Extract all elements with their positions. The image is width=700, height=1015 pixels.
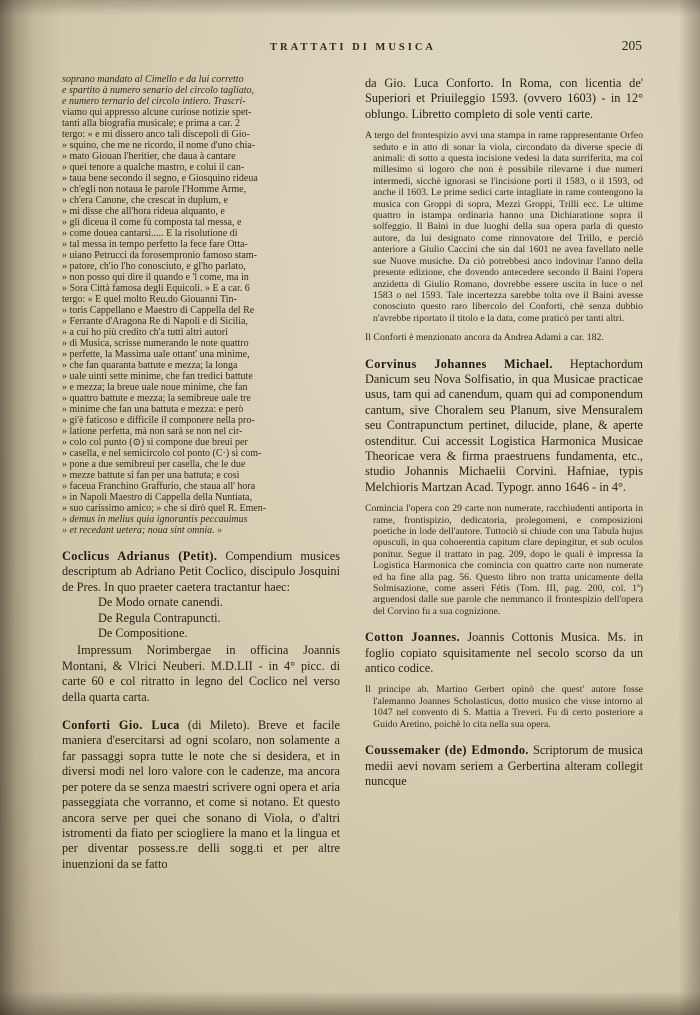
quote-line: » tal messa in tempo perfetto la fece fare Otta- [62, 239, 248, 250]
quoted-passage [62, 74, 340, 536]
quote-line: » uale uinti sette minime, che fan tredici battute [62, 371, 253, 382]
entry-body: Heptachordum Danicum seu Nova Solfisatio, in qua Musicae practicae usus, tam qui ad canendum, quam qui ad componendum cantum, sive Choralem seu Planum, sive Mensuralem seu Contrapunctum pertinet, dilucide, plane, & aperte ostenditur. Cui accessit Logistica Harmonica Musicae Theoricae vera & firma praestruens fundamenta, etc., studio Johannis Michaelii Corvini. Hafniae, typis Melchioris Martzan Acad. Typogr. anno 1646 - in 4°. [365, 356, 643, 494]
entry-heading: Cotton Joannes. [365, 630, 461, 645]
quote-line: » Ferrante d'Aragona Re di Napoli e di Sicilia, [62, 316, 248, 327]
annotation-paragraph: Il principe ab. Martino Gerbert opinò che quest' autore fosse l'alemanno Joannes Scholasticus, dotto musico che visse intorno al 1047 nel convento di S. Mattia a Treveri. Fu di certo posteriore a Guido Aretino, poichè lo cita nella sua opera. [365, 684, 643, 730]
quote-line: » mi disse che all'hora rideua alquanto, e [62, 206, 225, 217]
quote-line: viamo qui appresso alcune curiose notizie spet- [62, 107, 252, 118]
quote-line: tergo: « È quel molto Reu.do Giouanni Tin- [62, 294, 237, 305]
paragraph: Impressum Norimbergae in officina Joannis Montani, & Vlrici Neuberi. M.D.LII - in 4° picc. di carte 60 e col ritratto in legno del Coclico nel verso della quarta carta. [62, 643, 340, 704]
quote-line: » ch'era Canone, che crescat in duplum, e [62, 195, 228, 206]
quote-line: » gli diceua il come fù composta tal messa, e [62, 217, 242, 228]
sublist-item: De Compositione. [98, 626, 188, 641]
bibliography-entry [62, 549, 340, 595]
quote-line: » che fan quaranta battute e mezza; la longa [62, 360, 238, 371]
quote-line: » quei tenore a qualche mastro, e colui il can- [62, 162, 245, 173]
quote-line: » gi'è faticoso e difficile il componere nella pro- [62, 415, 255, 426]
page-header [62, 38, 644, 58]
quote-line: tergo: « e mi dissero anco tali discepoli di Gio- [62, 129, 250, 140]
entry-body: Compendium musices descriptum ab Adriano Petit Coclico, discipulo Josquini de Pres. In quo praeter caetera tractantur haec: [62, 549, 340, 594]
paragraph: da Gio. Luca Conforto. In Roma, con licentia de' Superiori et Priuileggio 1593. (ovvero 1603) - in 12° oblungo. Libretto completo di sole venti carte. [365, 76, 643, 121]
entry-body: Scriptorum de musica medii aevi novam seriem a Gerbertina alteram collegit nuncque [365, 743, 643, 788]
annotation-paragraph: A tergo del frontespizio avvi una stampa in rame rappresentante Orfeo seduto e in atto di sonar la viola, circondato da diverse specie di animali: di sotto a questa incisione vedesi la data surriferita, ma col millesimo sì logoro che non è possibile rilevarne i due numeri intermedi, sicchè ignorasi se l'incisione porti il 1583, o il 1593, od anche il 1603. Le prime sedici carte intagliate in rame contengono la musica con Groppi di sopra, Mezzi Groppi, Trilli ecc. Le ultime quattro in istampa ordinaria hanno una Dichiaratione sopra il solfeggio. Il Baini in due luoghi della sua opera parla di questo autore, da lui designato come rinnovatore del Trillo, e perciò anteriore a Giulio Caccini che sin dal 1601 ne avea favellato nelle sue Nuove musiche. Da ciò potrebbesi anco indovinar l'anno della presente edizione, che dovendo antecedere secondo il Baini l'opera anzidetta di Giulio Romano, dovrebbe essere uscita in luce o nel 1583 o nel 1593. Tale incertezza sarebbe tolta ove il Baini avesse conosciuto questo raro libercolo del Conforti, chè senza dubbio n'avrebbe riportato il titolo e la data, come praticò per tanti altri. [365, 130, 643, 324]
sublist-item: De Modo ornate canendi. [98, 595, 223, 610]
quote-line: soprano mandato al Cimello e da lui corretto [62, 74, 244, 85]
quote-line: » perfette, la Massima uale ottant' una minime, [62, 349, 250, 360]
quote-line: » faceua Franchino Graffurio, che staua all' hora [62, 481, 256, 492]
bibliography-entry [62, 718, 340, 872]
quote-line: e numero ternario del circolo intiero. Trascri- [62, 96, 246, 107]
quote-line: » di Musica, scrisse numerando le note quattro [62, 338, 249, 349]
page-number: 205 [621, 38, 642, 53]
entry-heading: Coclicus Adrianus (Petit). [62, 549, 218, 563]
quote-line: » pone a due semibreui per casella, che le due [62, 459, 246, 470]
entry-body: Joannis Cottonis Musica. Ms. in foglio copiato squisitamente nel secolo scorso da un antico codice. [365, 630, 643, 676]
right-column [365, 74, 643, 789]
quote-line: » patore, ch'io l'ho conosciuto, e gl'ho parlato, [62, 261, 246, 272]
entry-heading: Conforti Gio. Luca [62, 718, 180, 733]
page-content [62, 38, 644, 872]
quote-line: e spartito à numero senario del circolo tagliato, [62, 85, 255, 96]
quote-line: tanti alla biografia musicale; e prima a car. 2 [62, 118, 240, 129]
quote-line: » minime che fan una battuta e mezza: e però [62, 404, 244, 415]
quote-line: » ch'egli non notaua le parole l'Homme Arme, [62, 184, 247, 195]
left-column [62, 74, 340, 872]
annotation-paragraph: Il Conforti è menzionato ancora da Andrea Adami a car. 182. [365, 332, 604, 344]
entry-heading: Coussemaker (de) Edmondo. [365, 743, 529, 758]
quote-line: » Sora Città famosa degli Equicoli. » E a car. 6 [62, 283, 250, 294]
quote-line: » quattro battute e mezza; la semibreue uale tre [62, 393, 251, 404]
bibliography-entry [365, 630, 643, 676]
entry-heading: Corvinus Johannes Michael. [365, 356, 553, 371]
entry-heading-suffix: (di Mileto). [179, 718, 250, 733]
quote-line: » toris Cappellano e Maestro di Cappella del Re [62, 305, 255, 316]
annotation-paragraph: Comincia l'opera con 29 carte non numerate, racchiudenti antiporta in rame, frontispizio, dedicatoria, prolegomeni, e composizioni poetiche in lode dell'autore. Tuttociò si chiude con una Tabula hujus opusculi, in qua cohoerentia capitum clare depingitur, et sub oculos ponitur. Segue il trattato in pag. 209, dopo le quali è impressa la Logistica Harmonica che comincia con quattro carte non numerate ed ha fine alla pag. 56. Questo libro non tratta unicamente della Solmisazione, come asserì Fétis (Tom. III, pag. 200, col. 1ª) arguendosi dalle sue parole che nemmanco il frontespizio dell'opera del Corvino fu a sua cognizione. [365, 503, 643, 617]
quote-line: » mezze battute si fan per una battuta; e così [62, 470, 240, 481]
entry-sublist [62, 595, 340, 641]
quote-line: » e mezza; la breue uale noue minime, che fan [62, 382, 248, 393]
quote-line: » casella, e nel semicircolo col ponto (C·) si com- [62, 448, 262, 459]
quote-line: » in Napoli Maestro di Cappella della Nuntiata, [62, 492, 252, 503]
bibliography-entry [365, 743, 643, 789]
bibliography-entry [365, 357, 643, 496]
quote-line: » colo col punto (⊙) si compone due breui per [62, 437, 248, 448]
quote-line: » latione perfetta, mà non sarà se non nel cir- [62, 426, 243, 437]
quote-line: » taua bene secondo il segno, e Giosquino rideua [62, 173, 258, 184]
running-title: TRATTATI DI MUSICA [269, 42, 437, 53]
quote-line: » mato Giouan l'heritier, che daua à cantare [62, 151, 236, 162]
quote-line: » come douea cantarsi..... E la risolutione di [62, 228, 238, 239]
entry-body: Breve et facile maniera d'esercitarsi ad ogni scolaro, non solamente a far passaggi sopra tutte le note che si desidera, et in diversi modi nel loro valore con le cadenze, ma ancora per potere da se senza maestri scrivere ogni opera et aria passeggiata che vorranno, et come si notano. Et questo ancora serve per quei che sonano di Viola, o d'altri istromenti da fiato per sciogliere la mano et la lingua et per diventar possess.re delli sogg.ti et per altre inuenzioni da se fatto [62, 718, 340, 871]
quote-line: » squino, che me ne ricordo, il nome d'uno chia- [62, 140, 256, 151]
quote-line: » et recedant uetera; noua sint omnia. » [62, 525, 223, 536]
quote-line: » suo carissimo amico; » che si dirò quel R. Emen- [62, 503, 267, 514]
quote-line: » non posso qui dire il quando e 'l come, ma in [62, 272, 249, 283]
quote-line: » a cui ho più credito ch'a tutti altri autori [62, 327, 228, 338]
sublist-item: De Regula Contrapuncti. [98, 610, 221, 625]
text-columns [62, 74, 644, 872]
quote-line: » demus in melius quia ignorantis peccauimus [62, 514, 248, 525]
quote-line: » uiano Petrucci da forosempronio famoso stam- [62, 250, 257, 261]
